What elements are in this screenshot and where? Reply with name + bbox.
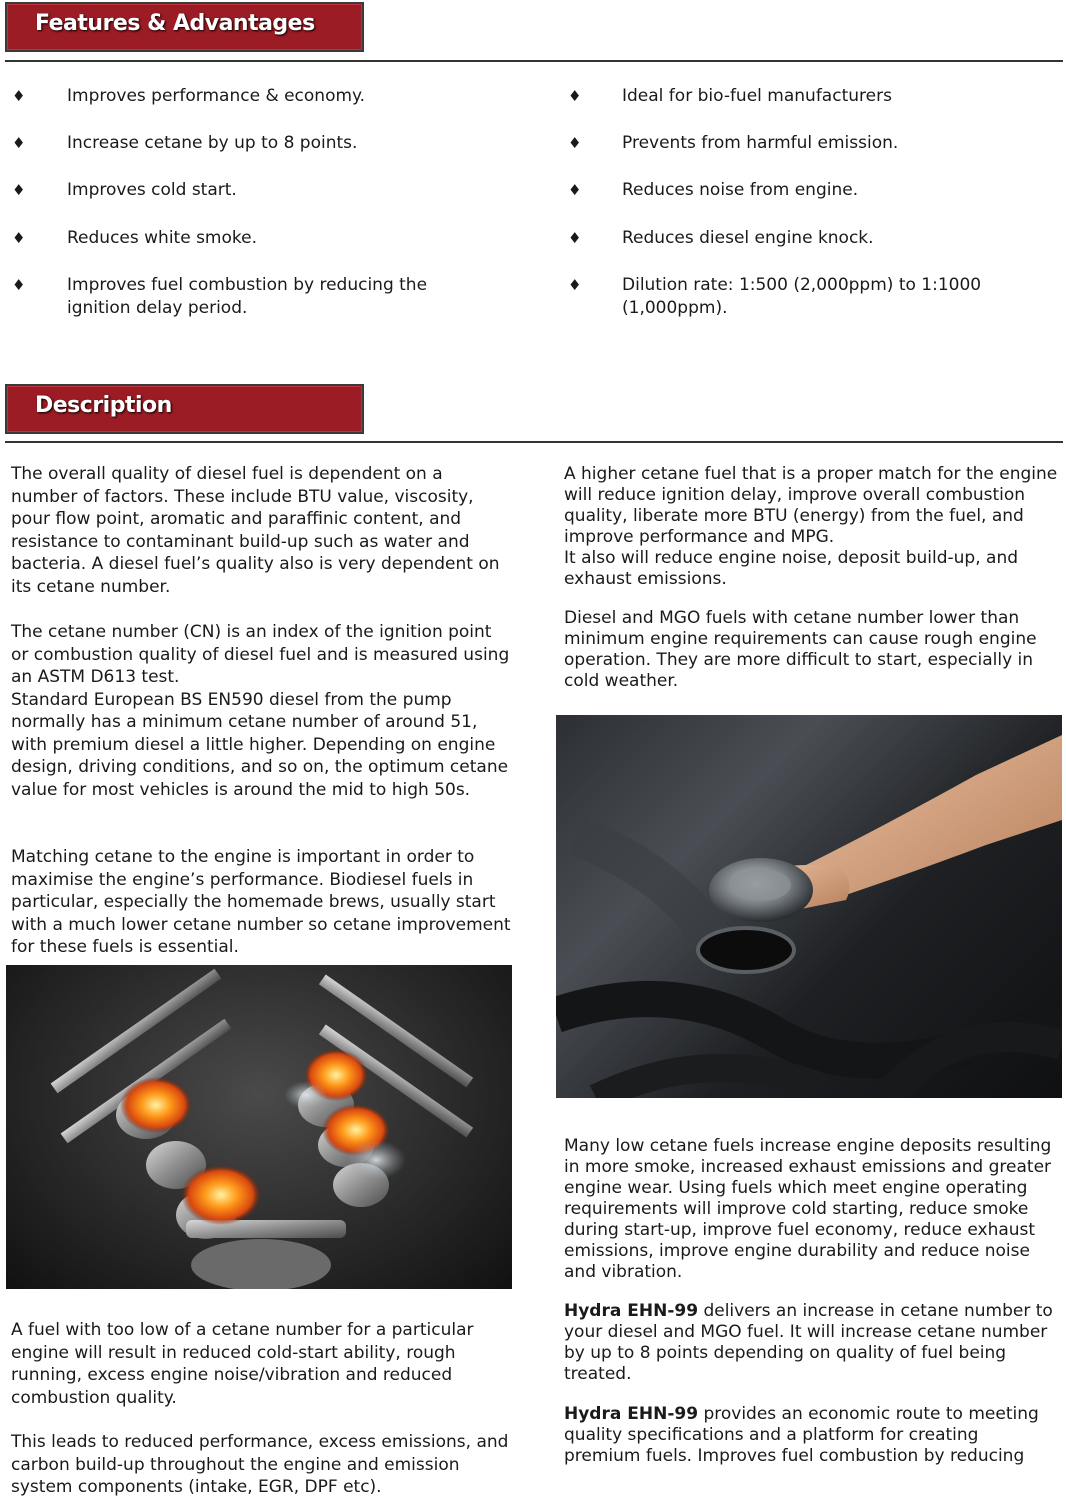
paragraph-line-group: A higher cetane fuel that is a proper match for the engine will reduce ignition delay, improve overall combustion quality, liberate more BTU (energy) from the fuel, and improve performance and MPG. [564, 464, 1058, 547]
filler-neck [698, 928, 794, 972]
feature-item: Improves performance & economy. [67, 86, 366, 106]
bullet-icon: ♦ [12, 134, 26, 152]
brand-name: Hydra EHN-99 [564, 1404, 699, 1424]
radiator-cap-photo [556, 715, 1062, 1098]
description-paragraph: Diesel and MGO fuels with cetane number lower than minimum engine requirements can cause rough engine operation. They are more difficult to start, especially in cold weather. [564, 608, 1037, 691]
description-divider [5, 441, 1063, 443]
feature-item: Improves cold start. [67, 180, 237, 200]
bullet-icon: ♦ [568, 229, 582, 247]
feature-item: Reduces diesel engine knock. [622, 228, 874, 248]
paragraph-line-group: Standard European BS EN590 diesel from the pump normally has a minimum cetane number of around 51, with premium diesel a little higher. Depending on engine design, driving conditions, and so on, the optimum cetane value for most vehicles is around the mid to high 50s. [11, 689, 509, 800]
bullet-icon: ♦ [12, 229, 26, 247]
description-header [5, 384, 364, 434]
flywheel [191, 1239, 331, 1289]
feature-item: Ideal for bio-fuel manufacturers [622, 86, 892, 106]
paragraph-text: provides an economic route to meeting quality specifications and a platform for creating premium fuels. Improves fuel combustion by reducing [564, 1404, 1039, 1466]
paragraph-line-group: The cetane number (CN) is an index of the ignition point or combustion quality of diesel fuel and is measured using an ASTM D613 test. [11, 622, 510, 687]
description-paragraph: Many low cetane fuels increase engine deposits resulting in more smoke, increased exhaust emissions and greater engine wear. Using fuels which meet engine operating requirements will improve cold starting, reduce smoke during start-up, improve fuel economy, reduce exhaust emissions, improve engine durability and reduce noise and vibration. [564, 1136, 1052, 1282]
bullet-icon: ♦ [12, 87, 26, 105]
bullet-icon: ♦ [568, 134, 582, 152]
bullet-icon: ♦ [568, 181, 582, 199]
bullet-icon: ♦ [568, 87, 582, 105]
description-paragraph [564, 464, 1059, 590]
engine-illustration [6, 965, 512, 1289]
paragraph-line-group: It also will reduce engine noise, deposit build-up, and exhaust emissions. [564, 548, 1019, 589]
features-header [5, 2, 364, 52]
feature-item: Prevents from harmful emission. [622, 133, 899, 153]
brand-name: Hydra EHN-99 [564, 1301, 699, 1321]
bullet-icon: ♦ [12, 276, 26, 294]
description-paragraph: This leads to reduced performance, excess emissions, and carbon build-up throughout the engine and emission system components (intake, EGR, DPF etc). [11, 1432, 509, 1497]
description-paragraph: A fuel with too low of a cetane number for a particular engine will result in reduced cold-start ability, rough running, excess engine noise/vibration and reduced combustion quality. [11, 1320, 474, 1408]
feature-item: Increase cetane by up to 8 points. [67, 133, 358, 153]
feature-item: Reduces white smoke. [67, 228, 257, 248]
description-paragraph [564, 1301, 1059, 1385]
description-paragraph [11, 621, 511, 801]
feature-item: Reduces noise from engine. [622, 180, 859, 200]
description-paragraph: The overall quality of diesel fuel is dependent on a number of factors. These include BTU value, viscosity, pour flow point, aromatic and paraffinic content, and resistance to contaminant build-up such as water and bacteria. A diesel fuel’s quality also is very dependent on its cetane number. [11, 464, 500, 597]
feature-item: Dilution rate: 1:500 (2,000ppm) to 1:1000 (1,000ppm). [622, 275, 982, 318]
bullet-icon: ♦ [568, 276, 582, 294]
paragraph-text: delivers an increase in cetane number to your diesel and MGO fuel. It will increase cetane number by up to 8 points depending on quality of fuel being treated. [564, 1301, 1053, 1384]
description-title: Description [35, 393, 172, 418]
engine-combustion-graphic [6, 965, 512, 1289]
description-paragraph [564, 1404, 1059, 1467]
feature-item: Improves fuel combustion by reducing the ignition delay period. [67, 275, 428, 318]
engine-bay-graphic [556, 715, 1062, 1098]
description-paragraph: Matching cetane to the engine is important in order to maximise the engine’s performance. Biodiesel fuels in particular, especially the homemade brews, usually start with a much lower cetane number so cetane improvement for these fuels is essential. [11, 847, 511, 957]
features-title: Features & Advantages [35, 11, 315, 36]
bullet-icon: ♦ [12, 181, 26, 199]
features-divider [5, 60, 1063, 62]
